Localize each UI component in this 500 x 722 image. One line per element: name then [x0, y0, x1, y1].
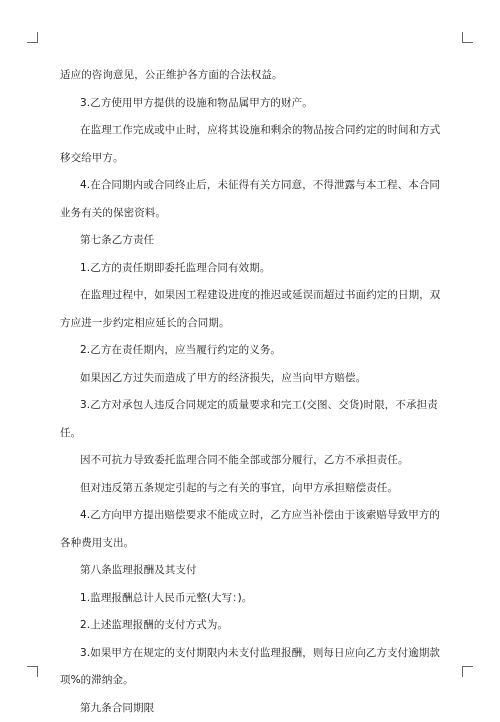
paragraph: 第七条乙方责任 — [60, 227, 446, 255]
paragraph: 因不可抗力导致委托监理合同不能全部或部分履行，乙方不承担责任。 — [60, 447, 446, 475]
paragraph: 3.乙方对承包人违反合同规定的质量要求和完工(交图、交货)时限，不承担责任。 — [60, 392, 446, 447]
paragraph: 3.如果甲方在规定的支付期限内未支付监理报酬，则每日应向乙方支付逾期款项%的滞纳金。 — [60, 640, 446, 695]
paragraph: 4.乙方向甲方提出赔偿要求不能成立时，乙方应当补偿由于该索赔导致甲方的各种费用支出。 — [60, 502, 446, 557]
paragraph: 但对违反第五条规定引起的与之有关的事宜，向甲方承担赔偿责任。 — [60, 475, 446, 503]
crop-mark-bottom-right — [462, 666, 473, 677]
paragraph: 如果因乙方过失而造成了甲方的经济损失，应当向甲方赔偿。 — [60, 365, 446, 393]
paragraph: 在监理过程中，如果因工程建设进度的推迟或延误而超过书面约定的日期，双方应进一步约定相应延长的合同期。 — [60, 282, 446, 337]
crop-mark-top-left — [27, 32, 38, 43]
crop-mark-bottom-left — [27, 666, 38, 677]
paragraph: 4.在合同期内或合同终止后，未征得有关方同意，不得泄露与本工程、本合同业务有关的保密资料。 — [60, 172, 446, 227]
paragraph: 在监理工作完成或中止时，应将其设施和剩余的物品按合同约定的时间和方式移交给甲方。 — [60, 117, 446, 172]
paragraph: 第八条监理报酬及其支付 — [60, 557, 446, 585]
paragraph: 3.乙方使用甲方提供的设施和物品属甲方的财产。 — [60, 90, 446, 118]
paragraph: 第九条合同期限 — [60, 695, 446, 722]
paragraph: 1.监理报酬总计人民币元整(大写：)。 — [60, 585, 446, 613]
paragraph: 2.上述监理报酬的支付方式为。 — [60, 612, 446, 640]
crop-mark-top-right — [462, 32, 473, 43]
paragraph: 适应的咨询意见，公正维护各方面的合法权益。 — [60, 62, 446, 90]
paragraph: 2.乙方在责任期内，应当履行约定的义务。 — [60, 337, 446, 365]
paragraph: 1.乙方的责任期即委托监理合同有效期。 — [60, 255, 446, 283]
document-body — [60, 62, 446, 722]
